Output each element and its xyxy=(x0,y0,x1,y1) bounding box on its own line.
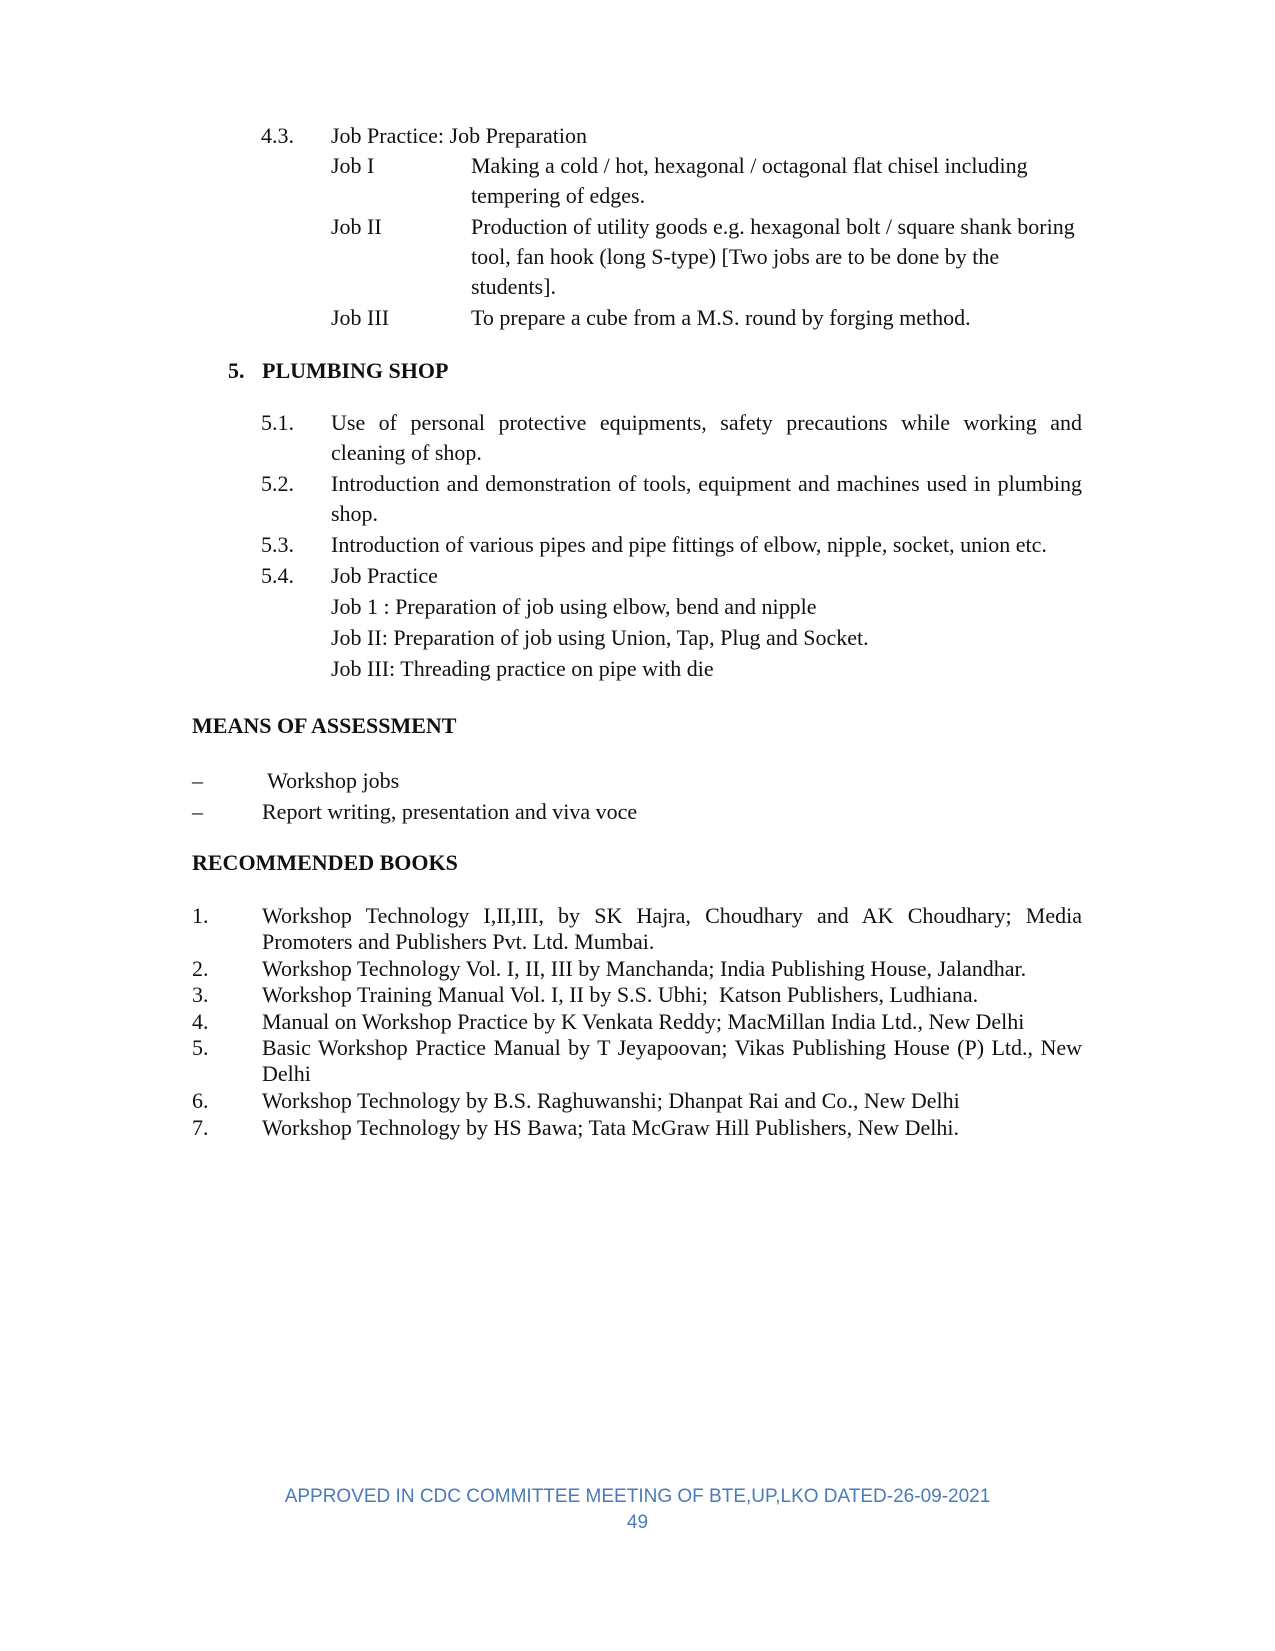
list-item-number: 5.1. xyxy=(261,410,294,435)
section-4-3-title: Job Practice: Job Preparation xyxy=(331,123,587,148)
approval-footer: APPROVED IN CDC COMMITTEE MEETING OF BTE,UP,LKO DATED-26-09-2021 xyxy=(284,1486,991,1507)
job-description: To prepare a cube from a M.S. round by forging method. xyxy=(471,305,971,330)
book-number: 2. xyxy=(192,956,209,981)
list-item-text: Introduction of various pipes and pipe fittings of elbow, nipple, socket, union etc. xyxy=(331,532,1047,557)
plumbing-job: Job III: Threading practice on pipe with die xyxy=(331,656,714,681)
assessment-heading: MEANS OF ASSESSMENT xyxy=(192,713,457,738)
list-item-number: 5.4. xyxy=(261,563,294,588)
book-number: 6. xyxy=(192,1088,209,1113)
job-description: Making a cold / hot, hexagonal / octagonal flat chisel including tempering of edges. xyxy=(471,153,1028,208)
book-number: 3. xyxy=(192,982,209,1007)
section-5-number: 5. xyxy=(228,358,245,383)
section-5-title: PLUMBING SHOP xyxy=(262,358,449,383)
list-item-number: 5.2. xyxy=(261,471,294,496)
book-number: 1. xyxy=(192,903,209,928)
book-entry: Workshop Technology Vol. I, II, III by Manchanda; India Publishing House, Jalandhar. xyxy=(262,956,1027,981)
books-heading: RECOMMENDED BOOKS xyxy=(192,850,458,875)
book-number: 4. xyxy=(192,1009,209,1034)
plumbing-job: Job II: Preparation of job using Union, Tap, Plug and Socket. xyxy=(331,625,869,650)
list-item-text: Introduction and demonstration of tools, equipment and machines used in plumbing shop. xyxy=(331,471,1082,526)
plumbing-job: Job 1 : Preparation of job using elbow, bend and nipple xyxy=(331,594,817,619)
section-4-3-number: 4.3. xyxy=(261,123,294,148)
book-number: 5. xyxy=(192,1035,209,1060)
assessment-item: Report writing, presentation and viva voce xyxy=(262,799,638,824)
book-number: 7. xyxy=(192,1115,209,1140)
list-item-text: Job Practice xyxy=(331,563,438,588)
book-entry: Workshop Technology by B.S. Raghuwanshi; Dhanpat Rai and Co., New Delhi xyxy=(262,1088,960,1113)
list-item-number: 5.3. xyxy=(261,532,294,557)
job-label: Job II xyxy=(331,214,382,239)
job-label: Job III xyxy=(331,305,390,330)
book-entry: Workshop Technology by HS Bawa; Tata McGraw Hill Publishers, New Delhi. xyxy=(262,1115,960,1140)
job-label: Job I xyxy=(331,153,375,178)
book-entry: Workshop Training Manual Vol. I, II by S.S. Ubhi; Katson Publishers, Ludhiana. xyxy=(262,982,979,1007)
job-description: Production of utility goods e.g. hexagonal bolt / square shank boring tool, fan hook (long S-type) [Two jobs are to be done by the students]. xyxy=(471,214,1075,299)
book-entry: Workshop Technology I,II,III, by SK Hajra, Choudhary and AK Choudhary; Media Promoters and Publishers Pvt. Ltd. Mumbai. xyxy=(262,903,1082,954)
bullet: – xyxy=(192,768,203,793)
page-number: 49 xyxy=(626,1512,649,1533)
book-entry: Manual on Workshop Practice by K Venkata Reddy; MacMillan India Ltd., New Delhi xyxy=(262,1009,1025,1034)
list-item-text: Use of personal protective equipments, safety precautions while working and cleaning of shop. xyxy=(331,410,1082,465)
book-entry: Basic Workshop Practice Manual by T Jeyapoovan; Vikas Publishing House (P) Ltd., New Delhi xyxy=(262,1035,1082,1086)
assessment-item: Workshop jobs xyxy=(262,768,400,793)
bullet: – xyxy=(192,799,203,824)
